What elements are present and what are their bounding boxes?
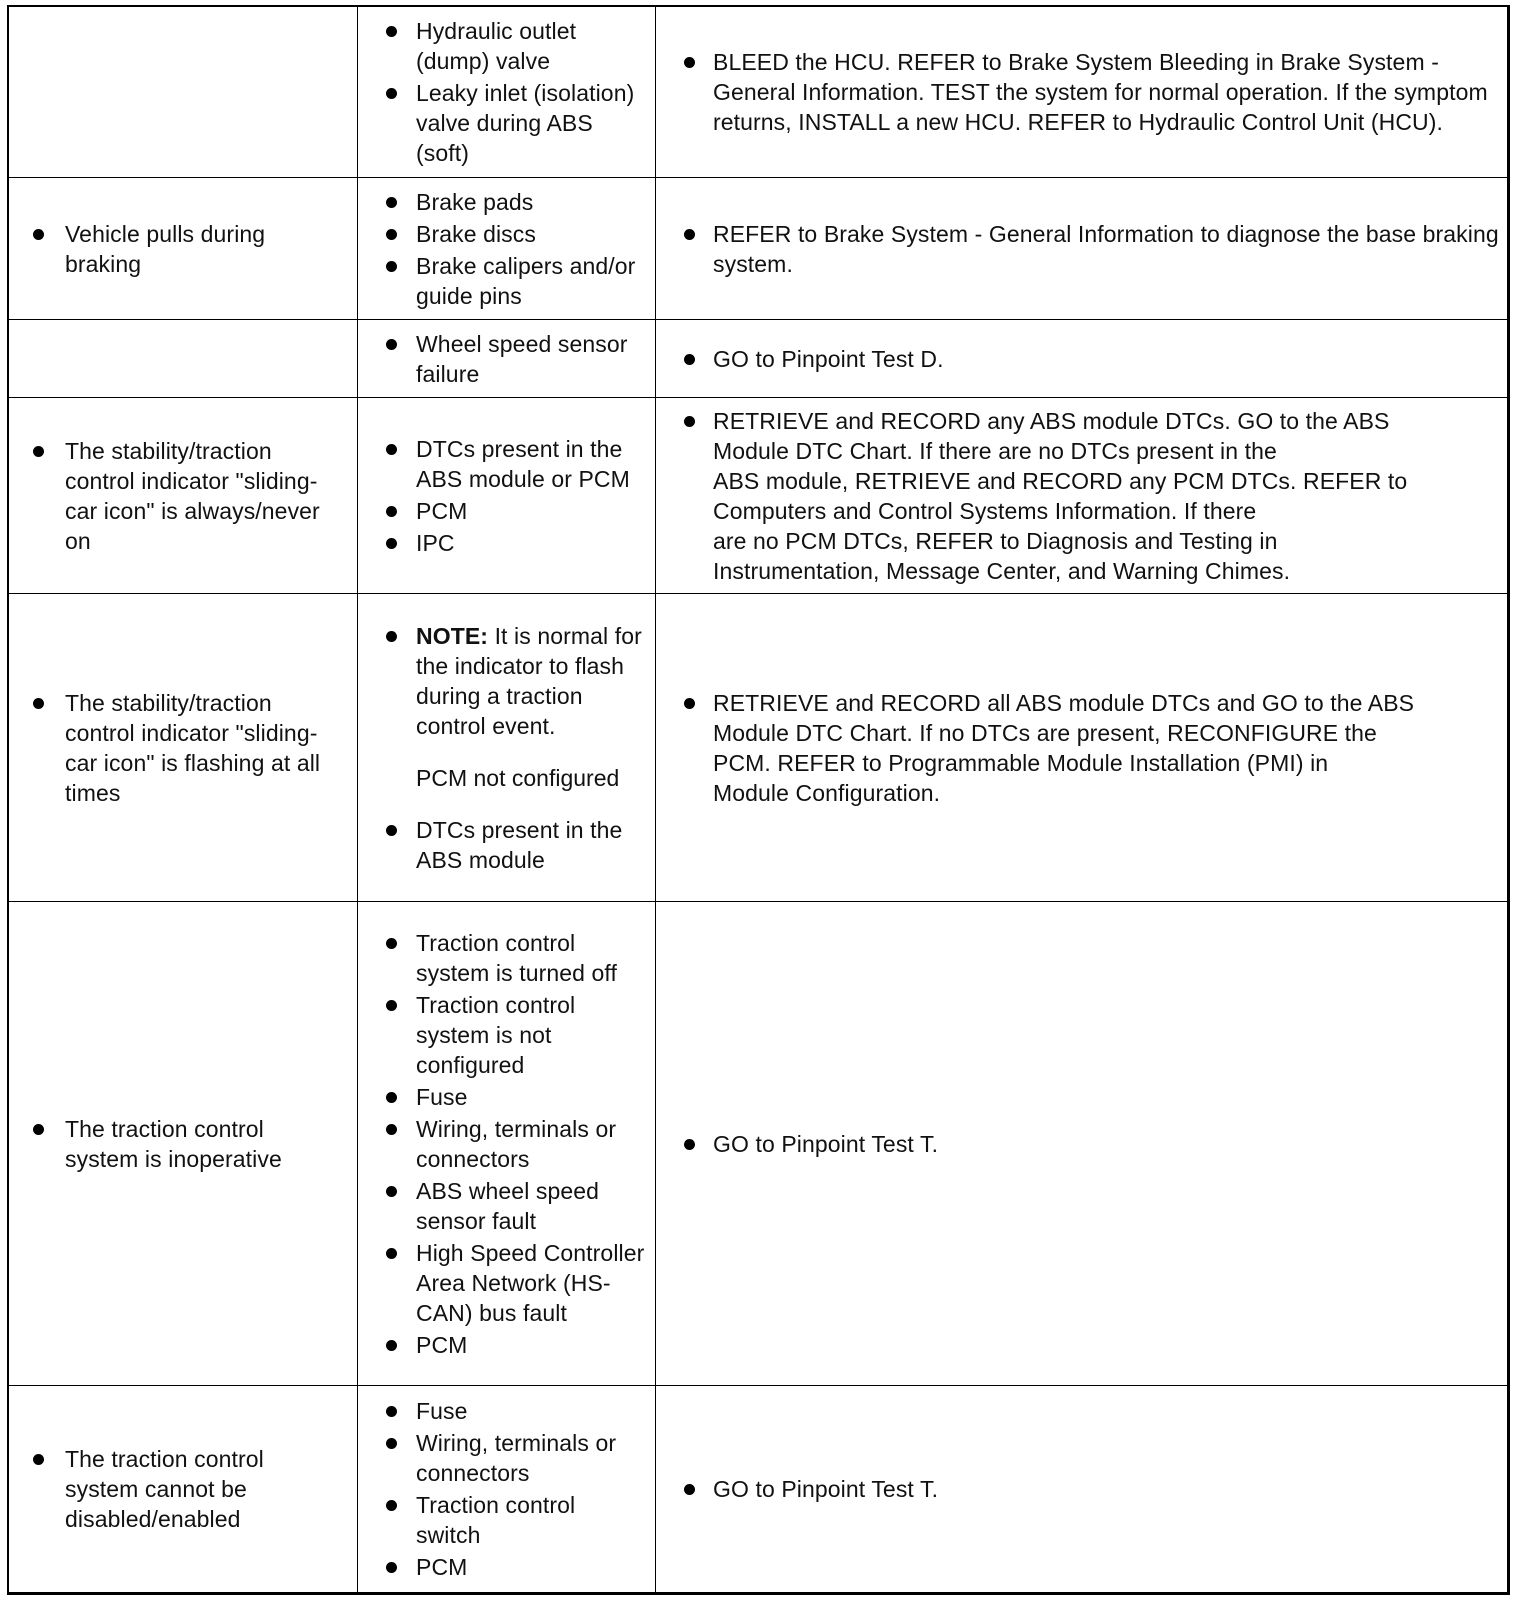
table-row xyxy=(9,902,1507,1386)
table-row xyxy=(9,1386,1507,1592)
action-cell xyxy=(655,1386,1507,1592)
cause-item: Hydraulic outlet (dump) valve xyxy=(384,16,645,76)
diagnostic-table xyxy=(7,5,1510,1595)
symptom-cell xyxy=(9,594,357,901)
cause-item: High Speed Controller Area Network (HS-CAN) bus fault xyxy=(384,1238,645,1328)
table-row xyxy=(9,398,1507,594)
cause-cell xyxy=(357,7,655,177)
cause-item: Wiring, terminals or connectors xyxy=(384,1114,645,1174)
action-text: RETRIEVE and RECORD any ABS module DTCs. GO to the ABS Module DTC Chart. If there are no DTCs present in the ABS module, RETRIEVE and RECORD any PCM DTCs. REFER to Computers and Control Systems Information. If there are no PCM DTCs, REFER to Diagnosis and Testing in Instrumentation, Message Center, and Warning Chimes. xyxy=(682,406,1499,586)
cause-cell xyxy=(357,178,655,319)
action-text: RETRIEVE and RECORD all ABS module DTCs and GO to the ABS Module DTC Chart. If no DTCs are present, RECONFIGURE the PCM. REFER to Programmable Module Installation (PMI) in Module Configuration. xyxy=(682,688,1499,808)
symptom-cell xyxy=(9,902,357,1385)
cause-item: Wiring, terminals or connectors xyxy=(384,1428,645,1488)
cause-item: Traction control system is turned off xyxy=(384,928,645,988)
note-text: It is normal for the indicator to flash during a traction control event. xyxy=(416,622,642,739)
symptom-text: The stability/traction control indicator "sliding-car icon" is flashing at all times xyxy=(31,688,337,808)
action-cell xyxy=(655,398,1507,593)
action-text: REFER to Brake System - General Information to diagnose the base braking system. xyxy=(682,219,1499,279)
cause-item: Fuse xyxy=(384,1082,645,1112)
cause-item: PCM xyxy=(384,1330,645,1360)
cause-item: Brake pads xyxy=(384,187,645,217)
symptom-text: The traction control system is inoperative xyxy=(31,1114,337,1174)
cause-cell xyxy=(357,902,655,1385)
table-row xyxy=(9,320,1507,398)
symptom-cell xyxy=(9,7,357,177)
action-cell xyxy=(655,594,1507,901)
cause-cell xyxy=(357,320,655,397)
cause-item: Wheel speed sensor failure xyxy=(384,329,645,389)
symptom-text: The traction control system cannot be disabled/enabled xyxy=(31,1444,337,1534)
cause-item: PCM xyxy=(384,496,645,526)
table-row xyxy=(9,594,1507,902)
symptom-text: The stability/traction control indicator "sliding-car icon" is always/never on xyxy=(31,436,337,556)
table-row xyxy=(9,7,1507,178)
action-cell xyxy=(655,7,1507,177)
cause-item: Brake calipers and/or guide pins xyxy=(384,251,645,311)
cause-cell xyxy=(357,398,655,593)
cause-item: DTCs present in the ABS module xyxy=(384,815,645,875)
symptom-cell xyxy=(9,1386,357,1592)
cause-item: IPC xyxy=(384,528,645,558)
cause-item: PCM xyxy=(384,1552,645,1582)
cause-item: Brake discs xyxy=(384,219,645,249)
action-cell xyxy=(655,902,1507,1385)
action-cell xyxy=(655,320,1507,397)
cause-item: DTCs present in the ABS module or PCM xyxy=(384,434,645,494)
cause-item: Fuse xyxy=(384,1396,645,1426)
note-item xyxy=(384,621,645,741)
action-text: GO to Pinpoint Test D. xyxy=(682,344,1499,374)
action-text: GO to Pinpoint Test T. xyxy=(682,1474,1499,1504)
action-cell xyxy=(655,178,1507,319)
cause-item: ABS wheel speed sensor fault xyxy=(384,1176,645,1236)
action-text: GO to Pinpoint Test T. xyxy=(682,1129,1499,1159)
cause-cell xyxy=(357,594,655,901)
symptom-text: Vehicle pulls during braking xyxy=(31,219,337,279)
cause-cell xyxy=(357,1386,655,1592)
cause-continuation: PCM not configured xyxy=(416,764,620,791)
cause-item: Traction control switch xyxy=(384,1490,645,1550)
symptom-cell xyxy=(9,178,357,319)
note-label: NOTE: xyxy=(416,622,489,649)
action-text: BLEED the HCU. REFER to Brake System Bleeding in Brake System - General Information. TEST the system for normal operation. If the symptom returns, INSTALL a new HCU. REFER to Hydraulic Control Unit (HCU). xyxy=(682,47,1499,137)
cause-item: Leaky inlet (isolation) valve during ABS (soft) xyxy=(384,78,645,168)
symptom-cell xyxy=(9,320,357,397)
cause-item: Traction control system is not configured xyxy=(384,990,645,1080)
table-row xyxy=(9,178,1507,320)
symptom-cell xyxy=(9,398,357,593)
